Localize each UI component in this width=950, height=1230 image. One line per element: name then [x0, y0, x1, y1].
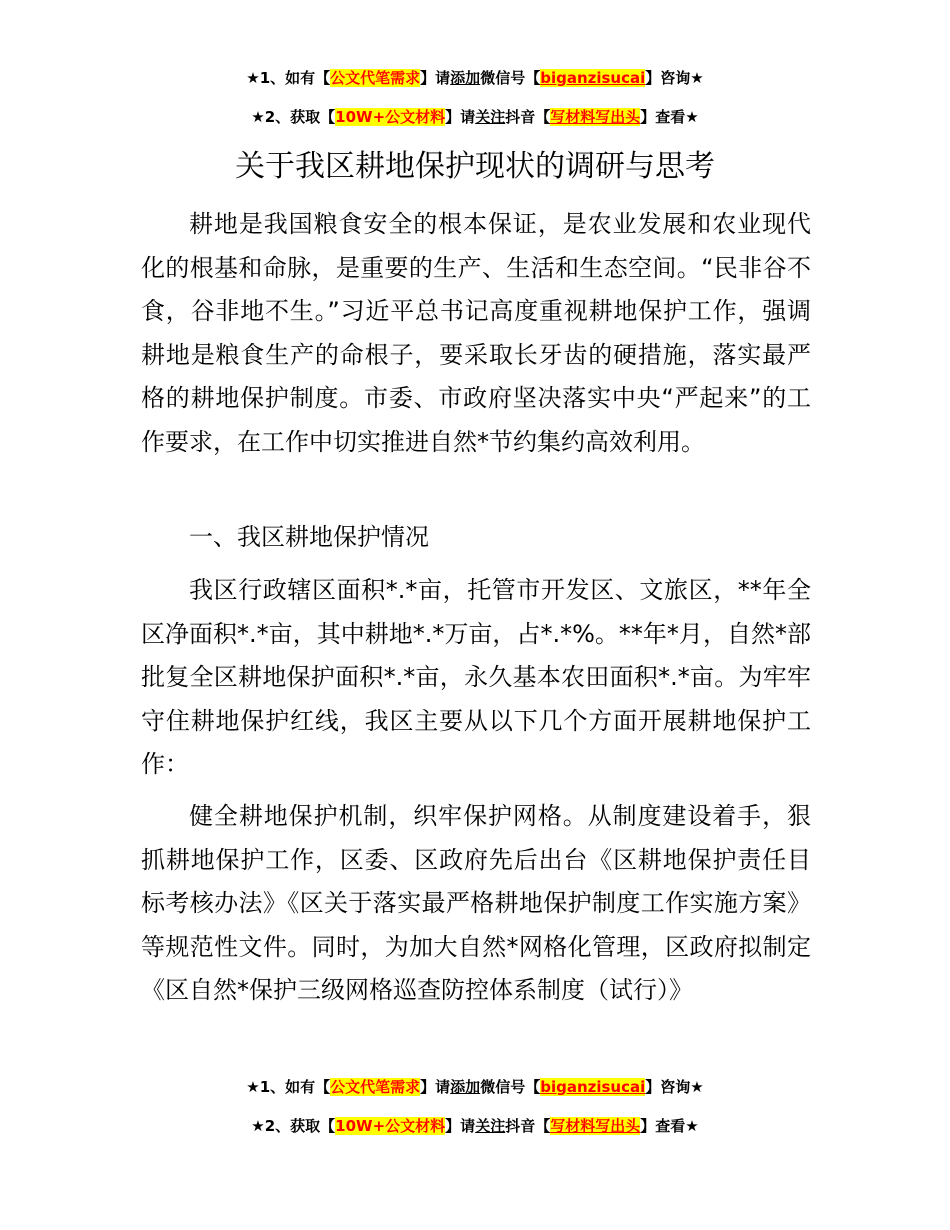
promo-text: 】请	[445, 1117, 476, 1135]
promo-douyin-id: 写材料写出头	[550, 108, 641, 126]
promo-text: 微信号【	[480, 69, 541, 87]
promo-text: 】查看	[640, 1117, 686, 1135]
star-icon: ★	[251, 1117, 265, 1135]
promo-text: 】咨询	[645, 1078, 691, 1096]
promo-emphasis: 关注	[475, 108, 506, 126]
header-promo-line-1	[0, 67, 950, 89]
star-icon: ★	[690, 69, 704, 87]
promo-highlight: 公文代笔需求	[330, 69, 421, 87]
section-heading: 一、我区耕地保护情况	[189, 523, 429, 551]
star-icon: ★	[246, 69, 260, 87]
promo-text: 】请	[445, 108, 476, 126]
promo-text: 】查看	[640, 108, 686, 126]
header-promo-line-2	[0, 106, 950, 128]
promo-highlight: 公文代笔需求	[330, 1078, 421, 1096]
promo-text: 1、如有【	[259, 69, 331, 87]
star-icon: ★	[685, 1117, 699, 1135]
promo-text: 抖音【	[505, 108, 551, 126]
promo-text: 微信号【	[480, 1078, 541, 1096]
promo-emphasis: 添加	[450, 69, 481, 87]
paragraph-mechanism: 健全耕地保护机制，织牢保护网格。从制度建设着手，狠抓耕地保护工作，区委、区政府先后出台《区耕地保护责任目标考核办法》《区关于落实最严格耕地保护制度工作实施方案》等规范性文件。同时，为加大自然*网格化管理，区政府拟制定《区自然*保护三级网格巡查防控体系制度（试行）》	[141, 802, 811, 1005]
footer-promo-line-2	[0, 1115, 950, 1137]
promo-emphasis: 添加	[450, 1078, 481, 1096]
promo-highlight: 10W+公文材料	[335, 1117, 446, 1135]
promo-wechat-id: biganzisucai	[540, 69, 646, 87]
paragraph-intro: 耕地是我国粮食安全的根本保证，是农业发展和农业现代化的根基和命脉，是重要的生产、生活和生态空间。“民非谷不食，谷非地不生。”习近平总书记高度重视耕地保护工作，强调耕地是粮食生产的命根子，要采取长牙齿的硬措施，落实最严格的耕地保护制度。市委、市政府坚决落实中央“严起来”的工作要求，在工作中切实推进自然*节约集约高效利用。	[141, 210, 811, 456]
promo-wechat-id: biganzisucai	[540, 1078, 646, 1096]
promo-text: 1、如有【	[259, 1078, 331, 1096]
promo-text: 】请	[420, 69, 451, 87]
footer-promo-line-1	[0, 1076, 950, 1098]
paragraph-status: 我区行政辖区面积*.*亩，托管市开发区、文旅区，**年全区净面积*.*亩，其中耕地*.*万亩，占*.*%。**年*月，自然*部批复全区耕地保护面积*.*亩，永久基本农田面积*.*亩。为牢牢守住耕地保护红线，我区主要从以下几个方面开展耕地保护工作：	[141, 576, 811, 779]
promo-text: 抖音【	[505, 1117, 551, 1135]
star-icon: ★	[685, 108, 699, 126]
promo-text: 】咨询	[645, 69, 691, 87]
promo-douyin-id: 写材料写出头	[550, 1117, 641, 1135]
star-icon: ★	[246, 1078, 260, 1096]
star-icon: ★	[251, 108, 265, 126]
promo-text: 】请	[420, 1078, 451, 1096]
promo-text: 2、获取【	[264, 108, 336, 126]
promo-emphasis: 关注	[475, 1117, 506, 1135]
promo-text: 2、获取【	[264, 1117, 336, 1135]
document-title: 关于我区耕地保护现状的调研与思考	[235, 149, 715, 184]
promo-highlight: 10W+公文材料	[335, 108, 446, 126]
star-icon: ★	[690, 1078, 704, 1096]
